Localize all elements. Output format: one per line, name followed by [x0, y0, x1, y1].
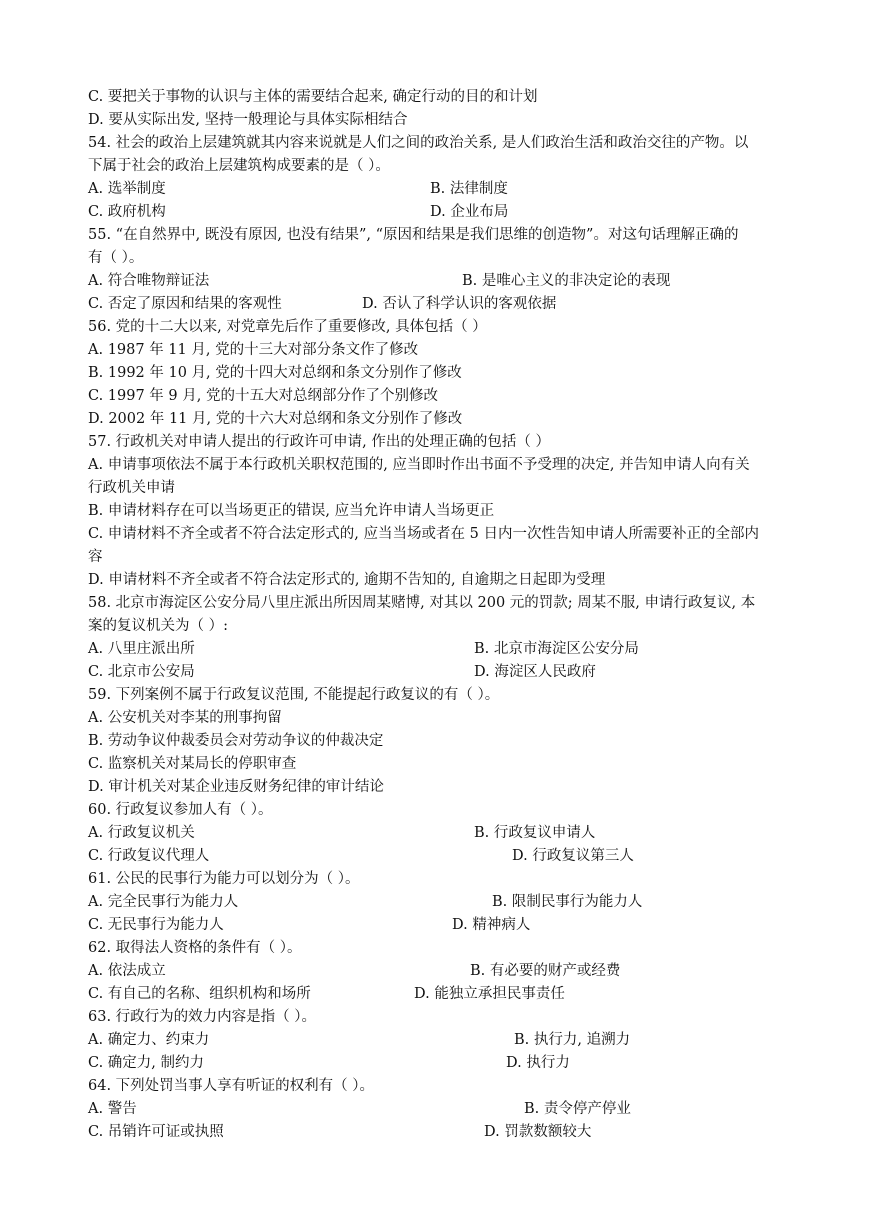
option-c: C. 吊销许可证或执照: [88, 1124, 224, 1140]
option-row: [88, 914, 531, 936]
option-b: B. 执行力, 追溯力: [514, 1032, 631, 1048]
option-b: B. 有必要的财产或经费: [470, 963, 621, 979]
option-d: D. 否认了科学认识的客观依据: [362, 296, 557, 312]
question-54: 54. 社会的政治上层建筑就其内容来说就是人们之间的政治关系, 是人们政治生活和政治交往的产物。以: [88, 135, 749, 151]
question-63: 63. 行政行为的效力内容是指（ ）。: [88, 1009, 317, 1025]
option-b: B. 限制民事行为能力人: [492, 894, 643, 910]
option-row: [88, 1052, 570, 1074]
option-b: B. 是唯心主义的非决定论的表现: [462, 273, 671, 289]
option-d: D. 海淀区人民政府: [474, 664, 596, 680]
option-c: C. 确定力, 制约力: [88, 1055, 205, 1071]
text-line: 行政机关申请: [88, 480, 175, 496]
text-line: C. 1997 年 9 月, 党的十五大对总纲部分作了个别修改: [88, 388, 438, 404]
option-row: [88, 983, 565, 1005]
option-row: [88, 638, 639, 660]
option-b: B. 行政复议申请人: [474, 825, 596, 841]
option-row: [88, 270, 671, 292]
option-b: B. 北京市海淀区公安分局: [474, 641, 639, 657]
question-60: 60. 行政复议参加人有（ ）。: [88, 802, 273, 818]
question-61: 61. 公民的民事行为能力可以划分为（ ）。: [88, 871, 360, 887]
text-line: A. 公安机关对李某的刑事拘留: [88, 710, 282, 726]
text-line: D. 申请材料不齐全或者不符合法定形式的, 逾期不告知的, 自逾期之日起即为受理: [88, 572, 606, 588]
option-row: [88, 1121, 592, 1143]
option-c: C. 北京市公安局: [88, 664, 195, 680]
question-58: 58. 北京市海淀区公安分局八里庄派出所因周某赌博, 对其以 200 元的罚款; 周某不服, 申请行政复议, 本: [88, 595, 756, 611]
option-a: A. 行政复议机关: [88, 825, 195, 841]
option-row: [88, 201, 509, 223]
option-d: D. 企业布局: [430, 204, 509, 220]
option-d: D. 罚款数额较大: [484, 1124, 592, 1140]
option-row: [88, 845, 634, 867]
option-row: [88, 661, 596, 683]
text-line: A. 1987 年 11 月, 党的十三大对部分条文作了修改: [88, 342, 419, 358]
option-row: [88, 891, 643, 913]
option-row: [88, 960, 621, 982]
option-row: [88, 293, 557, 315]
option-c: C. 无民事行为能力人: [88, 917, 224, 933]
option-row: [88, 822, 596, 844]
question-62: 62. 取得法人资格的条件有（ ）。: [88, 940, 302, 956]
text-line: C. 申请材料不齐全或者不符合法定形式的, 应当当场或者在 5 日内一次性告知申请人所需要补正的全部内: [88, 526, 759, 542]
text-line: 有（ ）。: [88, 250, 144, 266]
option-row: [88, 1029, 631, 1051]
option-c: C. 行政复议代理人: [88, 848, 210, 864]
text-line: 下属于社会的政治上层建筑构成要素的是（ ）。: [88, 158, 390, 174]
text-line: B. 申请材料存在可以当场更正的错误, 应当允许申请人当场更正: [88, 503, 495, 519]
question-55: 55. “在自然界中, 既没有原因, 也没有结果”, “原因和结果是我们思维的创造物”。对这句话理解正确的: [88, 227, 739, 243]
option-b: B. 法律制度: [430, 181, 508, 197]
text-line: 案的复议机关为（ ）:: [88, 618, 228, 634]
option-a: A. 确定力、约束力: [88, 1032, 210, 1048]
text-line: D. 要从实际出发, 坚持一般理论与具体实际相结合: [88, 112, 408, 128]
option-d: D. 精神病人: [452, 917, 531, 933]
text-line: C. 监察机关对某局长的停职审查: [88, 756, 297, 772]
option-d: D. 行政复议第三人: [512, 848, 634, 864]
option-b: B. 责令停产停业: [524, 1101, 631, 1117]
option-c: C. 否定了原因和结果的客观性: [88, 296, 282, 312]
option-a: A. 完全民事行为能力人: [88, 894, 239, 910]
option-a: A. 选举制度: [88, 181, 166, 197]
option-a: A. 依法成立: [88, 963, 166, 979]
question-59: 59. 下列案例不属于行政复议范围, 不能提起行政复议的有（ ）。: [88, 687, 500, 703]
text-line: B. 1992 年 10 月, 党的十四大对总纲和条文分别作了修改: [88, 365, 462, 381]
option-c: C. 有自己的名称、组织机构和场所: [88, 986, 311, 1002]
question-57: 57. 行政机关对申请人提出的行政许可申请, 作出的处理正确的包括（ ）: [88, 434, 550, 450]
option-a: A. 警告: [88, 1101, 137, 1117]
text-line: D. 2002 年 11 月, 党的十六大对总纲和条文分别作了修改: [88, 411, 463, 427]
option-a: A. 符合唯物辩证法: [88, 273, 210, 289]
text-line: 容: [88, 549, 103, 565]
option-d: D. 执行力: [506, 1055, 570, 1071]
option-c: C. 政府机构: [88, 204, 166, 220]
text-line: A. 申请事项依法不属于本行政机关职权范围的, 应当即时作出书面不予受理的决定, 并告知申请人向有关: [88, 457, 750, 473]
option-row: [88, 1098, 631, 1120]
text-line: D. 审计机关对某企业违反财务纪律的审计结论: [88, 779, 384, 795]
option-d: D. 能独立承担民事责任: [414, 986, 565, 1002]
text-line: C. 要把关于事物的认识与主体的需要结合起来, 确定行动的目的和计划: [88, 89, 538, 105]
question-56: 56. 党的十二大以来, 对党章先后作了重要修改, 具体包括（ ）: [88, 319, 487, 335]
text-line: B. 劳动争议仲裁委员会对劳动争议的仲裁决定: [88, 733, 384, 749]
option-row: [88, 178, 508, 200]
option-a: A. 八里庄派出所: [88, 641, 195, 657]
question-64: 64. 下列处罚当事人享有听证的权利有（ ）。: [88, 1078, 375, 1094]
